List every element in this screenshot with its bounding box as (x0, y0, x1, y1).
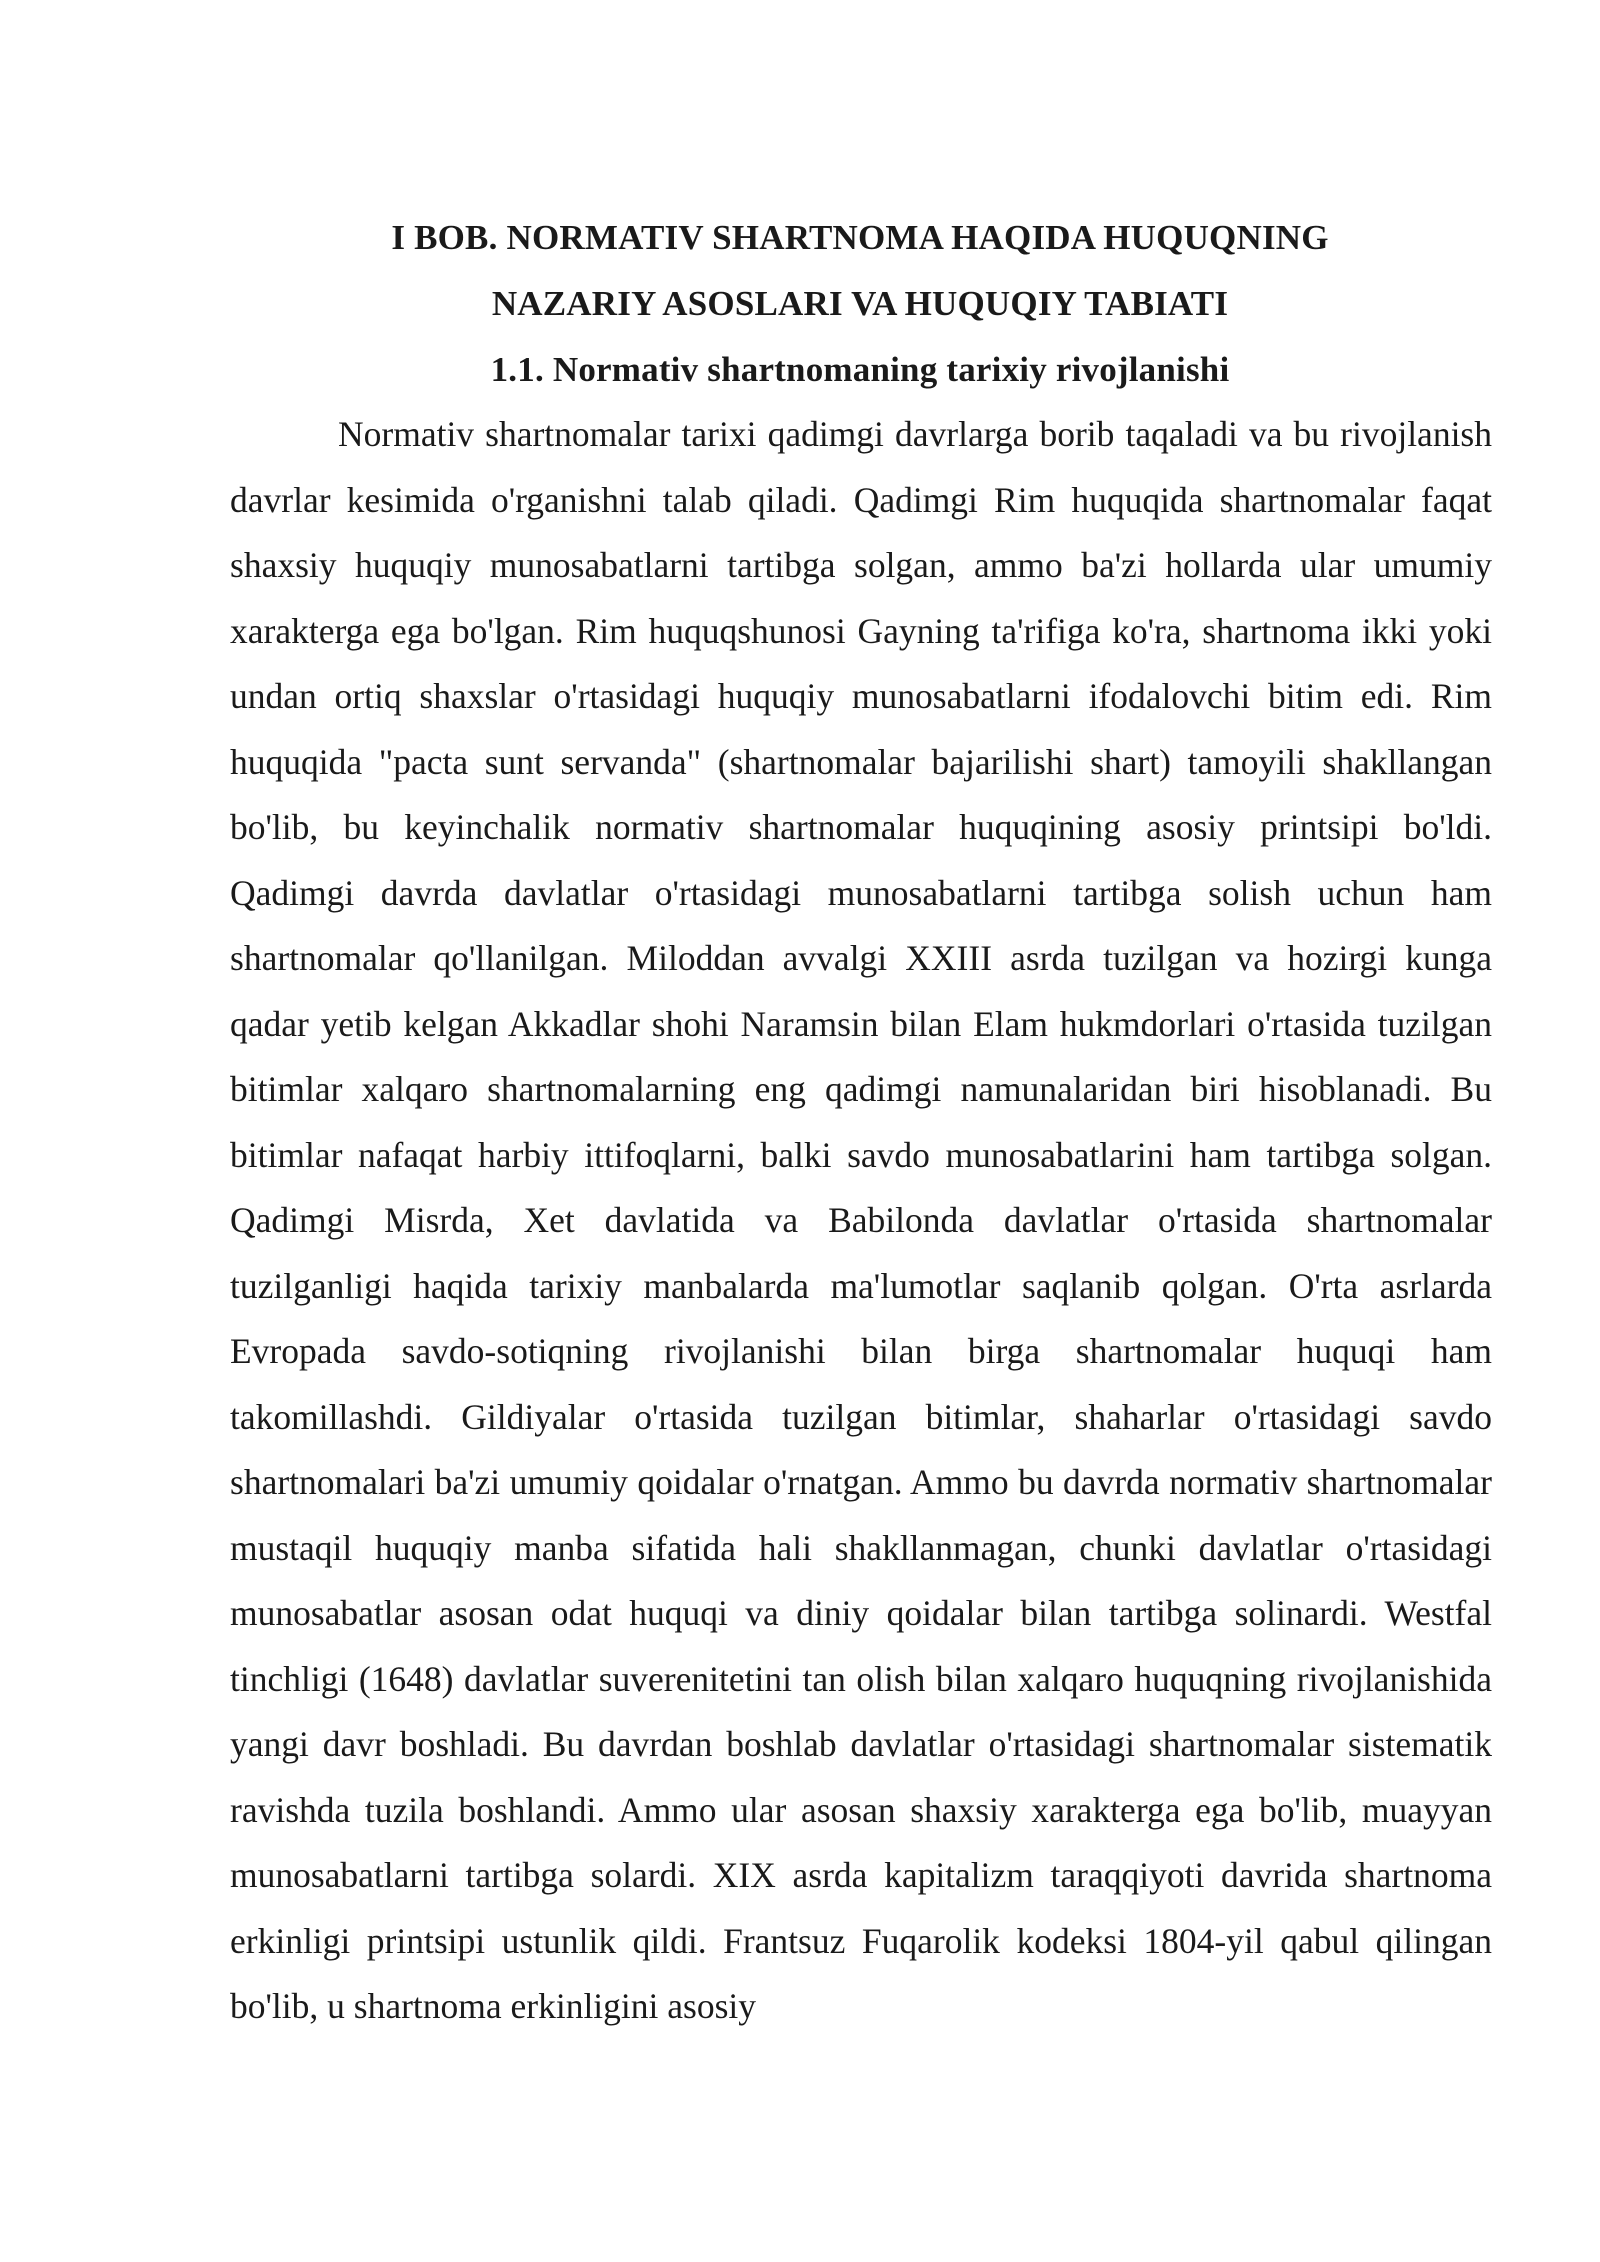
chapter-title-line-1: I BOB. NORMATIV SHARTNOMA HAQIDA HUQUQNING (391, 218, 1329, 257)
body-paragraph: Normativ shartnomalar tarixi qadimgi davrlarga borib taqaladi va bu rivojlanish davrlar kesimida o'rganishni talab qiladi. Qadimgi Rim huquqida shartnomalar faqat shaxsiy huquqiy munosabatlarni tartibga solgan, ammo ba'zi hollarda ular umumiy xarakterga ega bo'lgan. Rim huquqshunosi Gayning ta'rifiga ko'ra, shartnoma ikki yoki undan ortiq shaxslar o'rtasidagi huquqiy munosabatlarni ifodalovchi bitim edi. Rim huquqida "pacta sunt servanda" (shartnomalar bajarilishi shart) tamoyili shakllangan bo'lib, bu keyinchalik normativ shartnomalar huquqining asosiy printsipi bo'ldi. Qadimgi davrda davlatlar o'rtasidagi munosabatlarni tartibga solish uchun ham shartnomalar qo'llanilgan. Miloddan avvalgi XXIII asrda tuzilgan va hozirgi kunga qadar yetib kelgan Akkadlar shohi Naramsin bilan Elam hukmdorlari o'rtasida tuzilgan bitimlar xalqaro shartnomalarning eng qadimgi namunalaridan biri hisoblanadi. Bu bitimlar nafaqat harbiy ittifoqlarni, balki savdo munosabatlarini ham tartibga solgan. Qadimgi Misrda, Xet davlatida va Babilonda davlatlar o'rtasida shartnomalar tuzilganligi haqida tarixiy manbalarda ma'lumotlar saqlanib qolgan. O'rta asrlarda Evropada savdo-sotiqning rivojlanishi bilan birga shartnomalar huquqi ham takomillashdi. Gildiyalar o'rtasida tuzilgan bitimlar, shaharlar o'rtasidagi savdo shartnomalari ba'zi umumiy qoidalar o'rnatgan. Ammo bu davrda normativ shartnomalar mustaqil huquqiy manba sifatida hali shakllanmagan, chunki davlatlar o'rtasidagi munosabatlar asosan odat huquqi va diniy qoidalar bilan tartibga solinardi. Westfal tinchligi (1648) davlatlar suverenitetini tan olish bilan xalqaro huquqning rivojlanishida yangi davr boshladi. Bu davrdan boshlab davlatlar o'rtasidagi shartnomalar sistematik ravishda tuzila boshlandi. Ammo ular asosan shaxsiy xarakterga ega bo'lib, muayyan munosabatlarni tartibga solardi. XIX asrda kapitalizm taraqqiyoti davrida shartnoma erkinligi printsipi ustunlik qildi. Frantsuz Fuqarolik kodeksi 1804-yil qabul qilingan bo'lib, u shartnoma erkinligini asosiy (230, 414, 1492, 2026)
chapter-title-line-2: NAZARIY ASOSLARI VA HUQUQIY TABIATI (491, 284, 1229, 323)
section-title: 1.1. Normativ shartnomaning tarixiy rivojlanishi (490, 350, 1230, 389)
